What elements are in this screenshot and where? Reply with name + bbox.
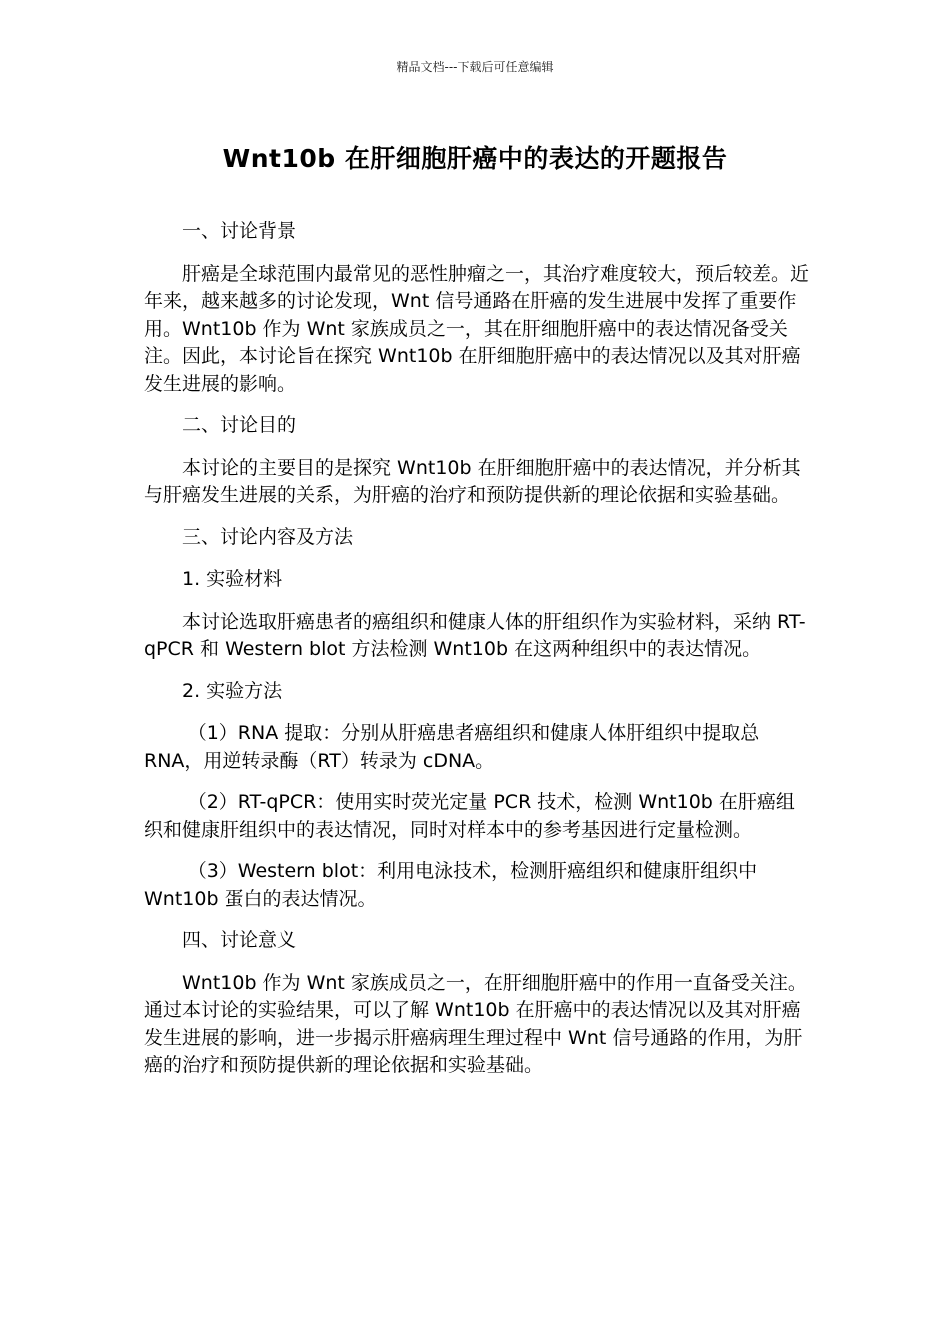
subheading-methods: 2. 实验方法 bbox=[182, 679, 283, 702]
section-heading-significance: 四、讨论意义 bbox=[182, 929, 297, 951]
section-heading-methods: 三、讨论内容及方法 bbox=[182, 525, 354, 548]
paragraph-background: 肝癌是全球范围内最常见的恶性肿瘤之一，其治疗难度较大，预后较差。近年来，越来越多的讨论发现，Wnt 信号通路在肝癌的发生进展中发挥了重要作用。Wnt10b 作为 Wnt 家族成员之一，其在肝细胞肝癌中的表达情况备受关注。因此，本讨论旨在探究 Wnt10b 在肝细胞肝癌中的表达情况以及其对肝癌发生进展的影响。 bbox=[144, 262, 810, 395]
page-header: 精品文档---下载后可任意编辑 bbox=[396, 60, 554, 74]
method-item-rna: （1）RNA 提取：分别从肝癌患者癌组织和健康人体肝组织中提取总 RNA，用逆转录酶（RT）转录为 cDNA。 bbox=[144, 722, 760, 772]
page-title: Wnt10b 在肝细胞肝癌中的表达的开题报告 bbox=[222, 144, 728, 173]
subheading-materials: 1. 实验材料 bbox=[182, 568, 283, 590]
method-item-qpcr: （2）RT-qPCR：使用实时荧光定量 PCR 技术，检测 Wnt10b 在肝癌组织和健康肝组织中的表达情况，同时对样本中的参考基因进行定量检测。 bbox=[144, 791, 795, 841]
section-heading-background: 一、讨论背景 bbox=[182, 220, 297, 242]
paragraph-significance: Wnt10b 作为 Wnt 家族成员之一，在肝细胞肝癌中的作用一直备受关注。通过本讨论的实验结果，可以了解 Wnt10b 在肝癌中的表达情况以及其对肝癌发生进展的影响，进一步揭示肝癌病理生理过程中 Wnt 信号通路的作用，为肝癌的治疗和预防提供新的理论依据和实验基础。 bbox=[144, 971, 807, 1076]
document-body bbox=[144, 218, 810, 1094]
paragraph-purpose: 本讨论的主要目的是探究 Wnt10b 在肝细胞肝癌中的表达情况，并分析其与肝癌发生进展的关系，为肝癌的治疗和预防提供新的理论依据和实验基础。 bbox=[144, 456, 801, 506]
paragraph-materials: 本讨论选取肝癌患者的癌组织和健康人体的肝组织作为实验材料，采纳 RT-qPCR 和 Western blot 方法检测 Wnt10b 在这两种组织中的表达情况。 bbox=[144, 610, 806, 660]
section-heading-purpose: 二、讨论目的 bbox=[182, 414, 297, 436]
method-item-western: （3）Western blot：利用电泳技术，检测肝癌组织和健康肝组织中 Wnt10b 蛋白的表达情况。 bbox=[144, 860, 758, 910]
